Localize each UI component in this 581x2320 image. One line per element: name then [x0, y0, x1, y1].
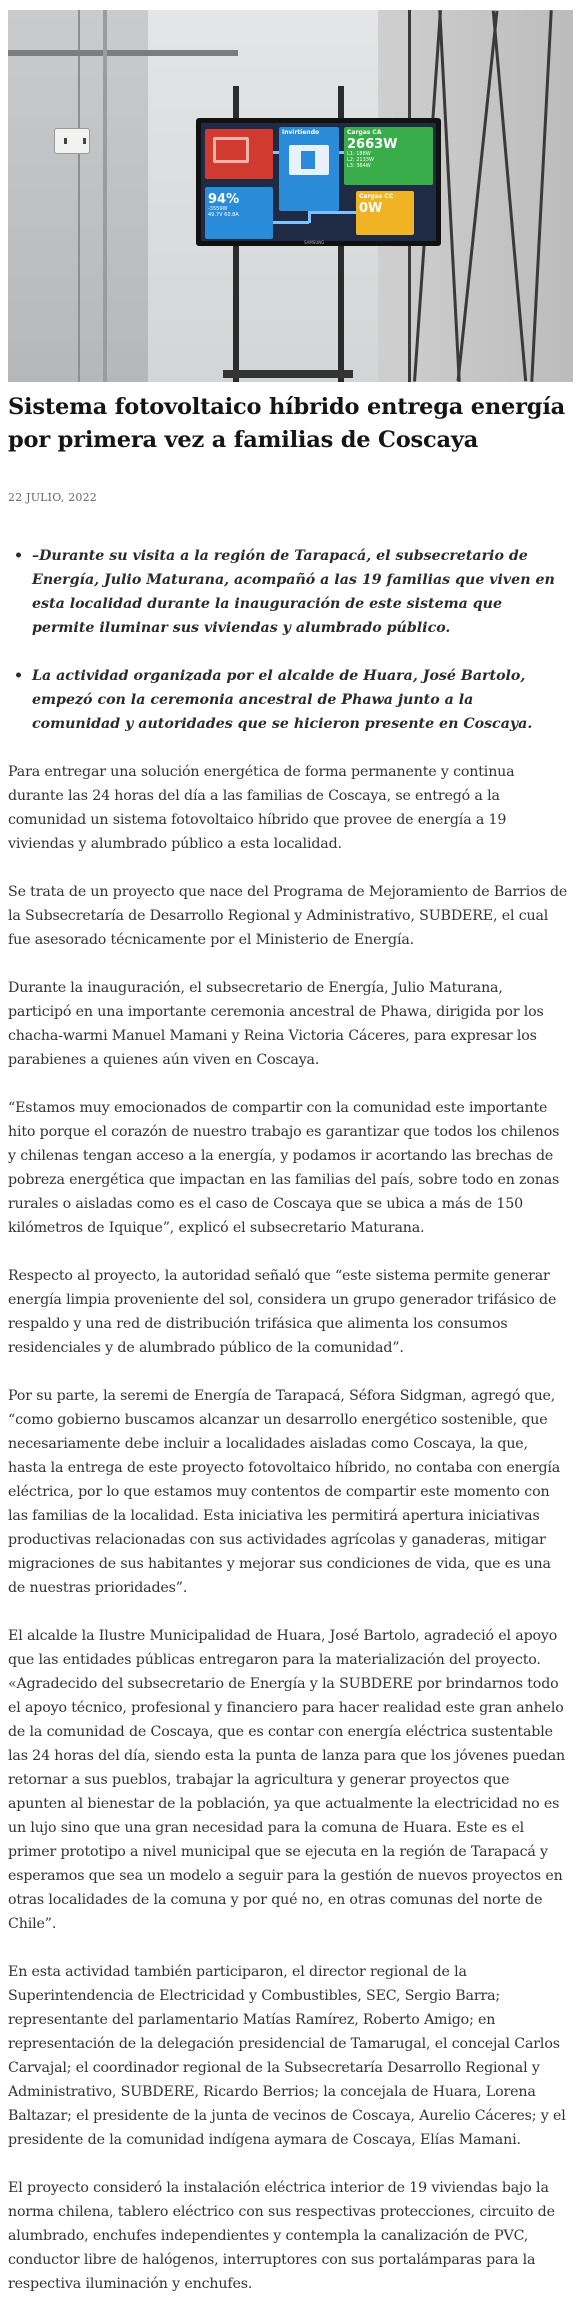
- wall-outlet: [54, 128, 90, 154]
- ac-loads-line: L2: 2133W: [347, 157, 374, 163]
- ac-loads-title: Cargas CA: [347, 129, 382, 136]
- article-date: 22 JULIO, 2022: [8, 491, 97, 504]
- body-paragraph: El alcalde la Ilustre Municipalidad de Huara, José Bartolo, agradeció el apoyo que las entidades públicas entregaron para la materialización del proyecto. «Agradecido del subsecretario de Energía y la SUBDERE por brindarnos todo el apoyo técnico, profesional y financiero para hacer realidad este gran anhelo de la comunidad de Coscaya, que es contar con energía eléctrica sustentable las 24 horas del día, siendo esta la punta de lanza para que los jóvenes puedan retornar a sus pueblos, trabajar la agricultura y generar proyectos que apunten al bienestar de la población, ya que actualmente la electricidad no es un lujo sino que una gran necesidad para la comuna de Huara. Este es el primer prototipo a nivel municipal que se ejecuta en la región de Tarapacá y esperamos que sea un modelo a seguir para la gestión de nuevos proyectos en otras localidades de la comuna y por qué no, en otras comunas del norte de Chile”.: [8, 1628, 566, 1932]
- article-title: Sistema fotovoltaico híbrido entrega energía por primera vez a familias de Coscaya: [8, 394, 566, 453]
- body-paragraph: En esta actividad también participaron, el director regional de la Superintendencia de Electricidad y Combustibles, SEC, Sergio Barra; representante del parlamentario Matías Ramírez, Roberto Amigo; en representación de la delegación presidencial de Tamarugal, el concejal Carlos Carvajal; el coordinador regional de la Subsecretaría Desarrollo Regional y Administrativo, SUBDERE, Ricardo Berrios; la concejala de Huara, Lorena Baltazar; el presidente de la junta de vecinos de Coscaya, Aurelio Cáceres; y el presidente de la comunidad indígena aymara de Coscaya, Elías Mamani.: [8, 1964, 566, 2148]
- highlight-item: • –Durante su visita a la región de Tarapacá, el subsecretario de Energía, Julio Maturana, acompañó a las 19 familias que viven en esta localidad durante la inauguración de este sistema que permite iluminar sus viviendas y alumbrado público.: [14, 544, 560, 640]
- ac-loads-line: L1: 188W: [347, 151, 371, 157]
- dc-loads-tile: [356, 191, 414, 235]
- conduit-pipe: [103, 10, 107, 382]
- panel-seam: [78, 10, 80, 382]
- inverter-status: Invirtiendo: [282, 129, 320, 136]
- inverter-tile: [279, 127, 339, 211]
- conduit-pipe: [8, 50, 238, 56]
- body-paragraph: Para entregar una solución energética de forma permanente y continua durante las 24 horas del día a las familias de Coscaya, se entregó a la comunidad un sistema fotovoltaico híbrido que provee de energía a 19 viviendas y alumbrado público a esta localidad.: [8, 764, 515, 852]
- grid-input-tile: [205, 129, 273, 179]
- highlight-item: • La actividad organizada por el alcalde de Huara, José Bartolo, empezó con la ceremonia ancestral de Phawa junto a la comunidad y autoridades que se hicieron presente en Coscaya.: [14, 664, 560, 736]
- inverter-icon: [289, 145, 329, 175]
- dc-loads-value: 0W: [359, 201, 383, 216]
- flow-line: [273, 221, 309, 224]
- body-paragraph: Por su parte, la seremi de Energía de Tarapacá, Séfora Sidgman, agregó que, “como gobierno buscamos alcanzar un desarrollo energético sostenible, que necesariamente debe incluir a localidades aisladas como Coscaya, la que, hasta la entrega de este proyecto fotovoltaico híbrido, no contaba con energía eléctrica, por lo que estamos muy contentos de compartir este momento con las familias de la localidad. Esta iniciativa les permitirá apertura iniciativas productivas relacionadas con sus actividades agrícolas y ganaderas, mitigar migraciones de sus habitantes y mejorar sus condiciones de vida, que es una de nuestras prioridades”.: [8, 1388, 561, 1596]
- monitor-brand-logo: SAMSUNG: [304, 240, 325, 245]
- body-paragraph: “Estamos muy emocionados de compartir con la comunidad este importante hito porque el corazón de nuestro trabajo es garantizar que todos los chilenos y chilenas tengan acceso a la energía, y podamos ir acortando las brechas de pobreza energética que impactan en las familias del país, sobre todo en zonas rurales o aisladas como es el caso de Coscaya que se ubica a más de 150 kilómetros de Iquique”, explicó el subsecretario Maturana.: [8, 1100, 560, 1236]
- body-paragraph: El proyecto consideró la instalación eléctrica interior de 19 viviendas bajo la norma chilena, tablero eléctrico con sus respectivas protecciones, circuito de alumbrado, enchufes independientes y contempla la canalización de PVC, conductor libre de halógenos, interruptores con sus portalámparas para la respectiva iluminación y enchufes.: [8, 2180, 555, 2292]
- tv-mount-bracket: [223, 370, 353, 378]
- battery-soc: 94%: [208, 192, 240, 207]
- monitor-display: [196, 118, 441, 246]
- body-paragraph: Respecto al proyecto, la autoridad señaló que “este sistema permite generar energía limpia proveniente del sol, considera un grupo generador trifásico de respaldo y una red de distribución trifásica que alimenta los consumos residenciales y de alumbrado público de la comunidad”.: [8, 1268, 557, 1356]
- article-body: [8, 760, 568, 2320]
- energy-dashboard-screen: [201, 123, 436, 241]
- flow-line: [311, 211, 356, 214]
- article-highlights: [14, 544, 560, 760]
- body-paragraph: Durante la inauguración, el subsecretario de Energía, Julio Maturana, participó en una importante ceremonia ancestral de Phawa, dirigida por los chacha-warmi Manuel Mamani y Reina Victoria Cáceres, para expresar los parabienes a quienes aún viven en Coscaya.: [8, 980, 544, 1068]
- battery-line: -3559W: [208, 206, 228, 212]
- dc-loads-title: Cargas CC: [359, 193, 394, 200]
- ac-loads-tile: [344, 127, 433, 185]
- battery-line: 49.7V 60.8A: [208, 212, 239, 218]
- battery-tile: [205, 187, 273, 239]
- ac-loads-line: L3: 364W: [347, 163, 371, 169]
- body-paragraph: Se trata de un proyecto que nace del Programa de Mejoramiento de Barrios de la Subsecretaría de Desarrollo Regional y Administrativo, SUBDERE, el cual fue asesorado técnicamente por el Ministerio de Energía.: [8, 884, 568, 948]
- article-hero-image: [8, 10, 573, 382]
- plug-icon: [213, 137, 249, 163]
- ac-loads-value: 2663W: [347, 137, 398, 152]
